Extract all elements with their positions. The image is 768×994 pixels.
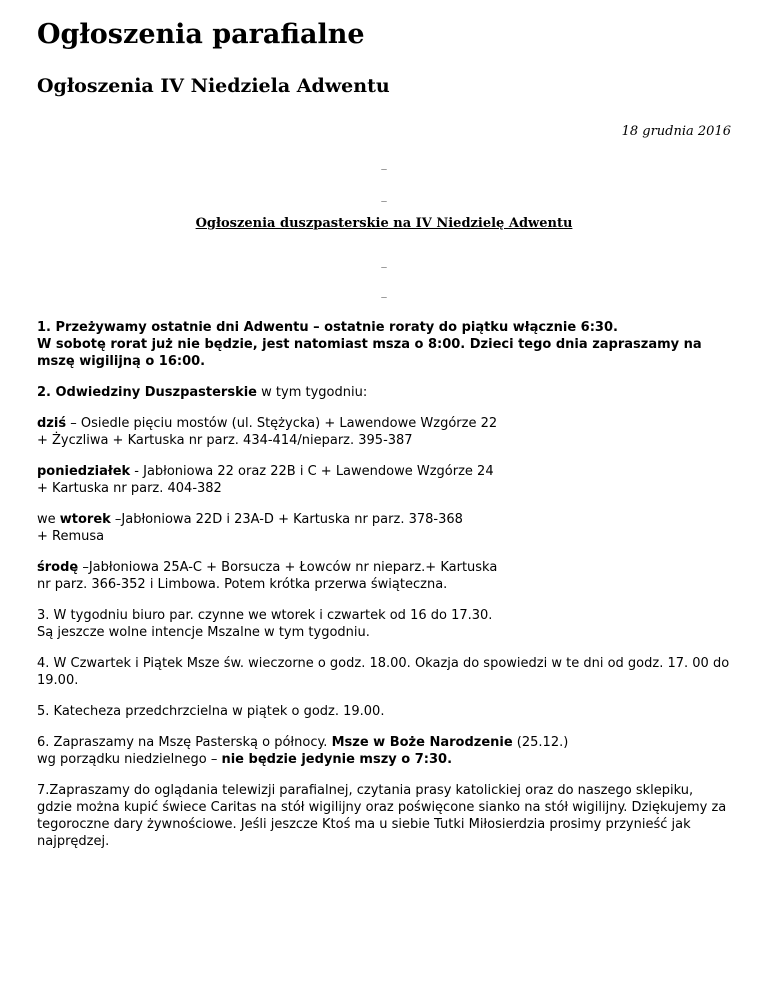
announcements-body bbox=[37, 319, 731, 850]
separator-dash: _ bbox=[381, 255, 387, 268]
announcement-4: 4. W Czwartek i Piątek Msze św. wieczorne o godz. 18.00. Okazja do spowiedzi w te dni od godz. 17. 00 do 19.00. bbox=[37, 656, 730, 688]
announcement-2-text: w tym tygodniu: bbox=[257, 385, 368, 400]
announcement-6-text-d: wg porządku niedzielnego – bbox=[37, 752, 222, 767]
visit-day: wtorek bbox=[59, 512, 111, 527]
announcement-6-text-a: 6. Zapraszamy na Mszę Pasterską o północy. bbox=[37, 735, 332, 750]
separator-dash: _ bbox=[381, 157, 387, 170]
separator-dash: _ bbox=[381, 285, 387, 298]
announcement-1-line1: 1. Przeżywamy ostatnie dni Adwentu – ostatnie roraty do piątku włącznie 6:30. bbox=[37, 320, 618, 335]
visit-line1: –Jabłoniowa 22D i 23A-D + Kartuska nr parz. 378-368 bbox=[110, 512, 463, 527]
announcement-3-line2: Są jeszcze wolne intencje Mszalne w tym tygodniu. bbox=[37, 625, 370, 640]
post-date: 18 grudnia 2016 bbox=[621, 124, 731, 139]
announcement-6-text-c: (25.12.) bbox=[512, 735, 569, 750]
page-subtitle: Ogłoszenia IV Niedziela Adwentu bbox=[37, 75, 390, 97]
visit-line1: – Osiedle pięciu mostów (ul. Stężycka) + Lawendowe Wzgórze 22 bbox=[66, 416, 498, 431]
announcement-6 bbox=[37, 734, 731, 768]
visit-day: środę bbox=[37, 560, 79, 575]
visit-entry bbox=[37, 463, 731, 497]
announcement-2-heading: 2. Odwiedziny Duszpasterskie bbox=[37, 385, 257, 400]
announcement-2 bbox=[37, 384, 731, 401]
announcement-6-bold-b: Msze w Boże Narodzenie bbox=[331, 735, 513, 750]
announcement-1-line2: W sobotę rorat już nie będzie, jest natomiast msza o 8:00. Dzieci tego dnia zapraszamy na mszę wigilijną o 16:00. bbox=[37, 337, 702, 369]
announcement-7: 7.Zapraszamy do oglądania telewizji parafialnej, czytania prasy katolickiej oraz do naszego sklepiku, gdzie można kupić świece Caritas na stół wigilijny oraz poświęcone sianko na stół wigilijny. Dziękujemy za tegoroczne dary żywnościowe. Jeśli jeszcze Ktoś ma u siebie Tutki Miłosierdzia prosimy przynieść jak najprędzej. bbox=[37, 783, 727, 849]
page-title: Ogłoszenia parafialne bbox=[37, 19, 365, 50]
visit-line1: - Jabłoniowa 22 oraz 22B i C + Lawendowe Wzgórze 24 bbox=[130, 464, 494, 479]
announcement-1 bbox=[37, 319, 731, 370]
announcement-3-line1: 3. W tygodniu biuro par. czynne we wtorek i czwartek od 16 do 17.30. bbox=[37, 608, 493, 623]
announcement-5: 5. Katecheza przedchrzcielna w piątek o godz. 19.00. bbox=[37, 704, 385, 719]
visit-line1: –Jabłoniowa 25A-C + Borsucza + Łowców nr nieparz.+ Kartuska bbox=[78, 560, 498, 575]
visit-entry bbox=[37, 559, 731, 593]
announcement-6-bold-e: nie będzie jedynie mszy o 7:30. bbox=[221, 752, 453, 767]
visit-line2: nr parz. 366-352 i Limbowa. Potem krótka przerwa świąteczna. bbox=[37, 577, 448, 592]
announcement-3 bbox=[37, 607, 731, 641]
visit-entry bbox=[37, 511, 731, 545]
section-title: Ogłoszenia duszpasterskie na IV Niedzielę Adwentu bbox=[195, 216, 573, 231]
visit-prefix: we bbox=[37, 512, 60, 527]
visit-line2: + Kartuska nr parz. 404-382 bbox=[37, 481, 222, 496]
visit-day: poniedziałek bbox=[37, 464, 131, 479]
visit-line2: + Życzliwa + Kartuska nr parz. 434-414/nieparz. 395-387 bbox=[37, 433, 413, 448]
visit-day: dziś bbox=[37, 416, 67, 431]
visit-entry bbox=[37, 415, 731, 449]
visit-line2: + Remusa bbox=[37, 529, 105, 544]
separator-dash: _ bbox=[381, 189, 387, 202]
